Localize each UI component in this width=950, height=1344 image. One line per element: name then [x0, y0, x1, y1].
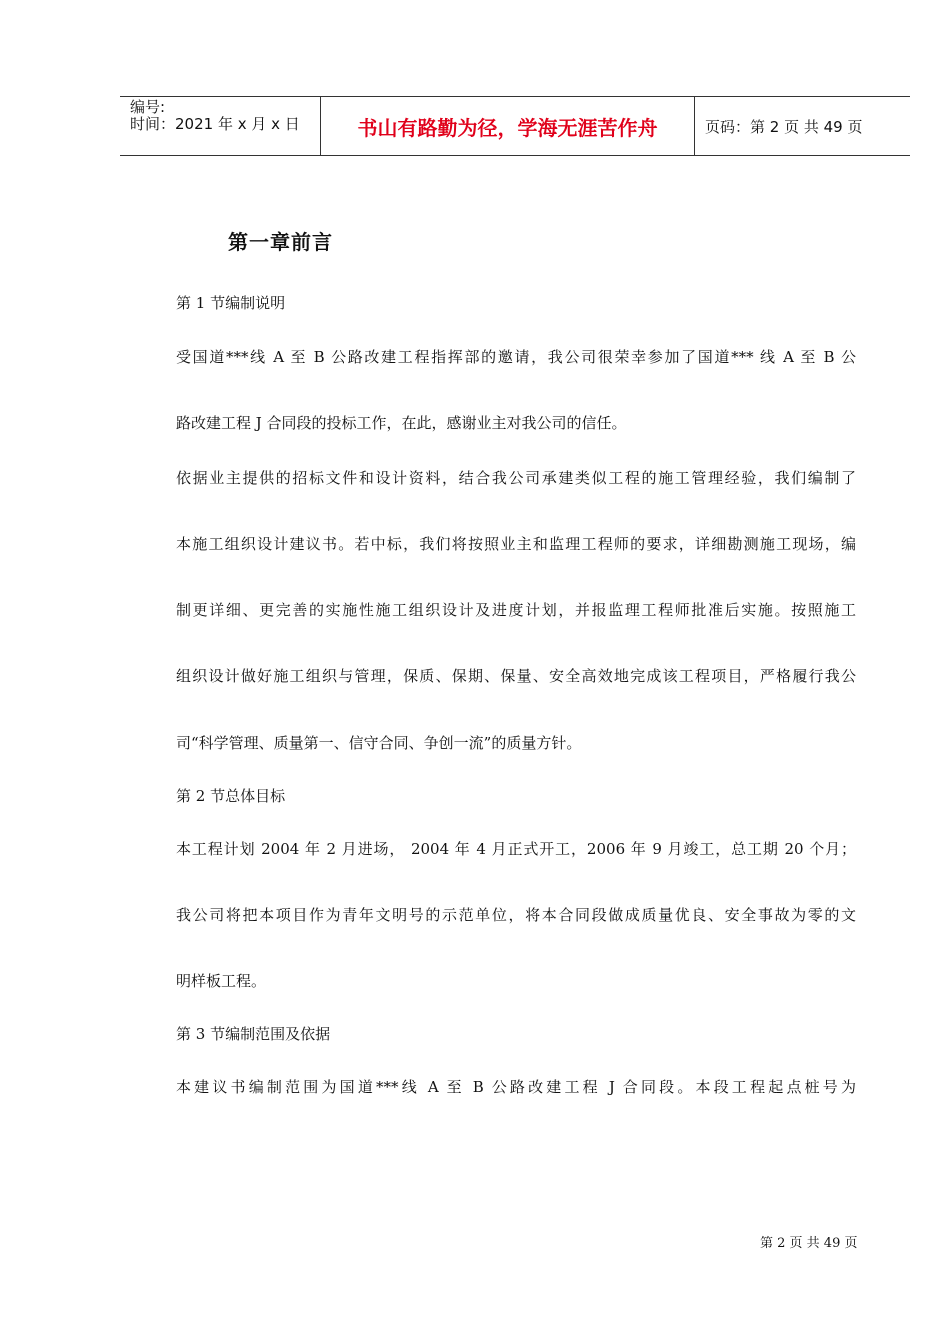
section-heading-3: 第 3 节编制范围及依据 [176, 1025, 331, 1043]
document-time-label: 时间：2021 年 x 月 x 日 [130, 115, 300, 133]
paragraph-line: 依据业主提供的招标文件和设计资料，结合我公司承建类似工程的施工管理经验，我们编制了 [176, 469, 856, 487]
paragraph-line: 制更详细、更完善的实施性施工组织设计及进度计划，并报监理工程师批准后实施。按照施工 [176, 601, 856, 619]
paragraph-line: 司“科学管理、质量第一、信守合同、争创一流”的质量方针。 [176, 734, 582, 752]
header-page-label: 页码：第 2 页 共 49 页 [705, 117, 863, 136]
section-heading-2: 第 2 节总体目标 [176, 787, 286, 805]
paragraph-line: 我公司将把本项目作为青年文明号的示范单位，将本合同段做成质量优良、安全事故为零的文 [176, 906, 856, 924]
document-number-label: 编号: [130, 98, 166, 116]
page-footer: 第 2 页 共 49 页 [760, 1236, 858, 1251]
chapter-title: 第一章前言 [228, 230, 333, 254]
header-motto: 书山有路勤为径，学海无涯苦作舟 [321, 97, 695, 155]
paragraph-line: 本施工组织设计建议书。若中标，我们将按照业主和监理工程师的要求，详细勘测施工现场，编 [176, 535, 856, 553]
paragraph-line: 明样板工程。 [176, 972, 267, 990]
section-heading-1: 第 1 节编制说明 [176, 294, 286, 312]
page-header [120, 96, 910, 156]
paragraph-line: 受国道***线 A 至 B 公路改建工程指挥部的邀请，我公司很荣幸参加了国道*** 线 A 至 B 公 [176, 348, 856, 366]
paragraph-line: 组织设计做好施工组织与管理，保质、保期、保量、安全高效地完成该工程项目，严格履行我公 [176, 667, 856, 685]
header-meta-cell [120, 97, 321, 155]
paragraph-line: 本建议书编制范围为国道***线 A 至 B 公路改建工程 J 合同段。本段工程起点桩号为 [176, 1078, 856, 1096]
paragraph-line: 本工程计划 2004 年 2 月进场， 2004 年 4 月正式开工，2006 年 9 月竣工，总工期 20 个月； [176, 840, 856, 858]
paragraph-line: 路改建工程 J 合同段的投标工作，在此，感谢业主对我公司的信任。 [176, 414, 627, 432]
